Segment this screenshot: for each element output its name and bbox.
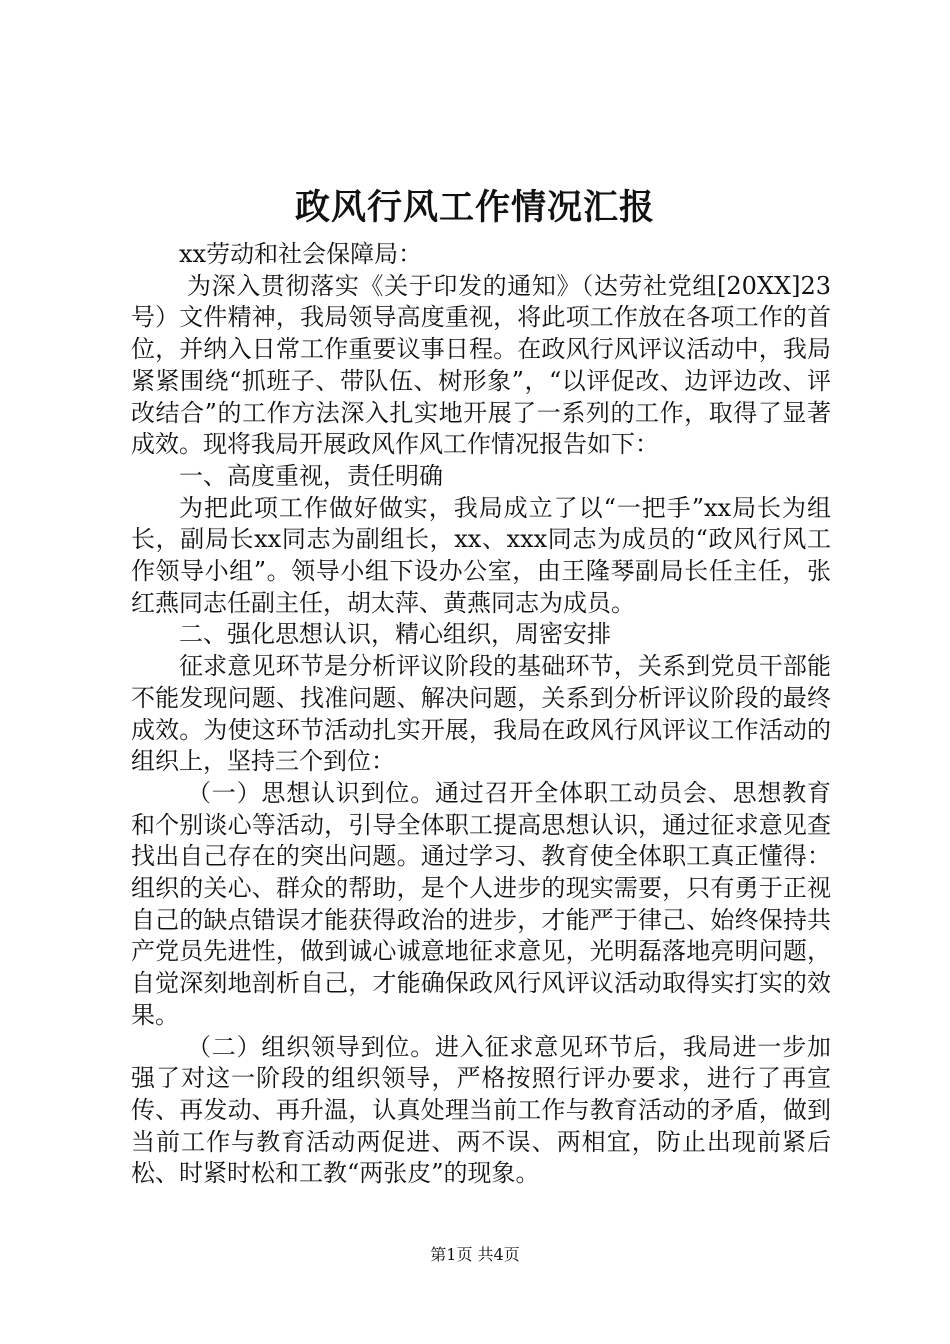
paragraph-intro: 为深入贯彻落实《关于印发的通知》（达劳社党组[20XX]23号）文件精神，我局领导高度重视，将此项工作放在各项工作的首位，并纳入日常工作重要议事日程。在政风行风评议活动中，我局紧紧围绕“抓班子、带队伍、树形象”，“以评促改、边评边改、评改结合”的工作方法深入扎实地开展了一系列的工作，取得了显著成效。现将我局开展政风作风工作情况报告如下： bbox=[131, 271, 831, 459]
paragraph-section-2: 征求意见环节是分析评议阶段的基础环节，关系到党员干部能不能发现问题、找准问题、解决问题，关系到分析评议阶段的最终成效。为使这环节活动扎实开展，我局在政风行风评议工作活动的组织上，坚持三个到位： bbox=[131, 652, 831, 776]
document-body bbox=[131, 239, 831, 1190]
paragraph-subsection-2: （二）组织领导到位。进入征求意见环节后，我局进一步加强了对这一阶段的组织领导，严格按照行评办要求，进行了再宣传、再发动、再升温，认真处理当前工作与教育活动的矛盾，做到当前工作与教育活动两促进、两不误、两相宜，防止出现前紧后松、时紧时松和工教“两张皮”的现象。 bbox=[131, 1032, 831, 1188]
salutation: xx劳动和社会保障局： bbox=[179, 240, 423, 268]
section-heading-2: 二、强化思想认识，精心组织，周密安排 bbox=[179, 620, 611, 649]
page-indicator: 第1页 共4页 bbox=[430, 1245, 520, 1264]
document-title: 政风行风工作情况汇报 bbox=[294, 187, 655, 228]
paragraph-subsection-1: （一）思想认识到位。通过召开全体职工动员会、思想教育和个别谈心等活动，引导全体职工提高思想认识，通过征求意见查找出自己存在的突出问题。通过学习、教育使全体职工真正懂得：组织的关心、群众的帮助，是个人进步的现实需要，只有勇于正视自己的缺点错误才能获得政治的进步，才能严于律己、始终保持共产党员先进性，做到诚心诚意地征求意见，光明磊落地亮明问题，自觉深刻地剖析自己，才能确保政风行风评议活动取得实打实的效果。 bbox=[131, 778, 831, 1029]
paragraph-section-1: 为把此项工作做好做实，我局成立了以“一把手”xx局长为组长，副局长xx同志为副组长，xx、xxx同志为成员的“政风行风工作领导小组”。领导小组下设办公室，由王隆琴副局长任主任，张红燕同志任副主任，胡太萍、黄燕同志为成员。 bbox=[131, 493, 831, 617]
section-heading-1: 一、高度重视，责任明确 bbox=[179, 461, 443, 490]
